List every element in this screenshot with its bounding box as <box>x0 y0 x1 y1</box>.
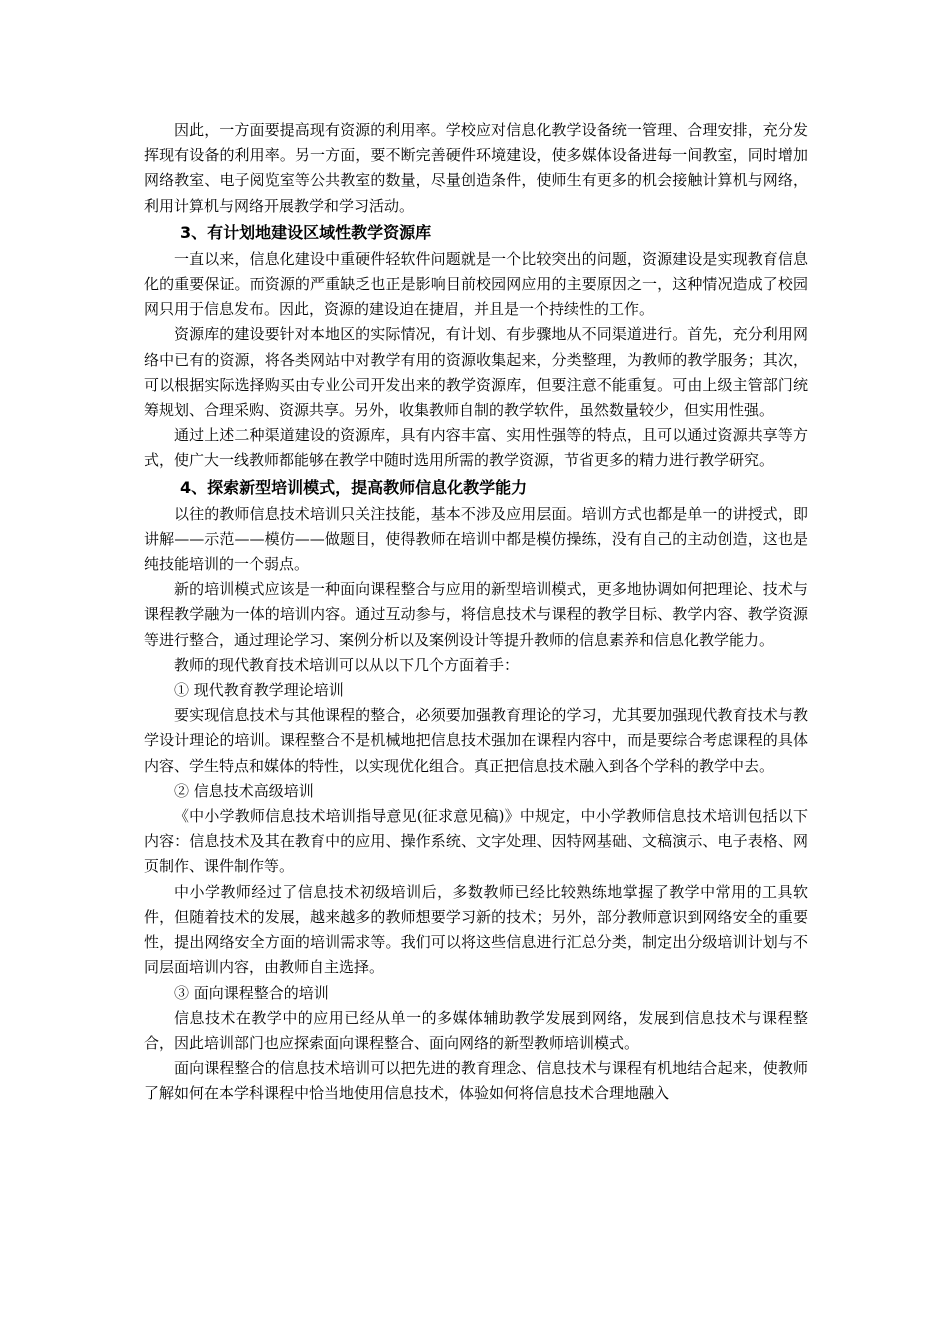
paragraph: 教师的现代教育技术培训可以从以下几个方面着手： <box>174 655 520 674</box>
paragraph: 要实现信息技术与其他课程的整合，必须要加强教育理论的学习，尤其要加强现代教育技术与教学设计理论的培训。课程整合不是机械地把信息技术强加在课程内容中，而是要综合考虑课程的具体内容、学生特点和媒体的特性，以实现优化组合。真正把信息技术融入到各个学科的教学中去。 <box>144 706 808 775</box>
section-heading: 3、有计划地建设区域性教学资源库 <box>180 222 432 242</box>
paragraph: 新的培训模式应该是一种面向课程整合与应用的新型培训模式，更多地协调如何把理论、技术与课程教学融为一体的培训内容。通过互动参与，将信息技术与课程的教学目标、教学内容、教学资源等进行整合，通过理论学习、案例分析以及案例设计等提升教师的信息素养和信息化教学能力。 <box>144 580 808 649</box>
list-item-heading: ③ 面向课程整合的培训 <box>174 983 329 1002</box>
paragraph: 面向课程整合的信息技术培训可以把先进的教育理念、信息技术与课程有机地结合起来，使教师了解如何在本学科课程中恰当地使用信息技术，体验如何将信息技术合理地融入 <box>144 1059 808 1103</box>
document-page <box>144 118 808 1107</box>
paragraph: 信息技术在教学中的应用已经从单一的多媒体辅助教学发展到网络，发展到信息技术与课程整合，因此培训部门也应探索面向课程整合、面向网络的新型教师培训模式。 <box>144 1008 808 1052</box>
paragraph: 《中小学教师信息技术培训指导意见(征求意见稿)》中规定，中小学教师信息技术培训包括以下内容：信息技术及其在教育中的应用、操作系统、文字处理、因特网基础、文稿演示、电子表格、网页制作、课件制作等。 <box>144 807 808 876</box>
paragraph: 一直以来，信息化建设中重硬件轻软件问题就是一个比较突出的问题，资源建设是实现教育信息化的重要保证。而资源的严重缺乏也正是影响目前校园网应用的主要原因之一，这种情况造成了校园网只用于信息发布。因此，资源的建设迫在捷眉，并且是一个持续性的工作。 <box>144 249 808 319</box>
paragraph: 资源库的建设要针对本地区的实际情况，有计划、有步骤地从不同渠道进行。首先，充分利用网络中已有的资源，将各类网站中对教学有用的资源收集起来，分类整理，为教师的教学服务；其次，可以根据实际选择购买由专业公司开发出来的教学资源库，但要注意不能重复。可由上级主管部门统筹规划、合理采购、资源共享。另外，收集教师自制的教学软件，虽然数量较少，但实用性强。 <box>144 325 808 420</box>
paragraph: 通过上述二种渠道建设的资源库，具有内容丰富、实用性强等的特点，且可以通过资源共享等方式，使广大一线教师都能够在教学中随时选用所需的教学资源，节省更多的精力进行教学研究。 <box>144 426 808 470</box>
paragraph: 中小学教师经过了信息技术初级培训后，多数教师已经比较熟练地掌握了教学中常用的工具软件，但随着技术的发展，越来越多的教师想要学习新的技术；另外，部分教师意识到网络安全的重要性，提出网络安全方面的培训需求等。我们可以将这些信息进行汇总分类，制定出分级培训计划与不同层面培训内容，由教师自主选择。 <box>144 882 808 977</box>
list-item-heading: ② 信息技术高级培训 <box>174 781 314 800</box>
paragraph: 因此，一方面要提高现有资源的利用率。学校应对信息化教学设备统一管理、合理安排，充分发挥现有设备的利用率。另一方面，要不断完善硬件环境建设，使多媒体设备进每一间教室，同时增加网络教室、电子阅览室等公共教室的数量，尽量创造条件，使师生有更多的机会接触计算机与网络，利用计算机与网络开展教学和学习活动。 <box>144 121 808 215</box>
section-heading: 4、探索新型培训模式，提高教师信息化教学能力 <box>180 477 528 497</box>
list-item-heading: ① 现代教育教学理论培训 <box>174 681 344 700</box>
paragraph: 以往的教师信息技术培训只关注技能，基本不涉及应用层面。培训方式也都是单一的讲授式，即讲解——示范——模仿——做题目，使得教师在培训中都是模仿操练，没有自己的主动创造，这也是纯技能培训的一个弱点。 <box>144 504 808 574</box>
